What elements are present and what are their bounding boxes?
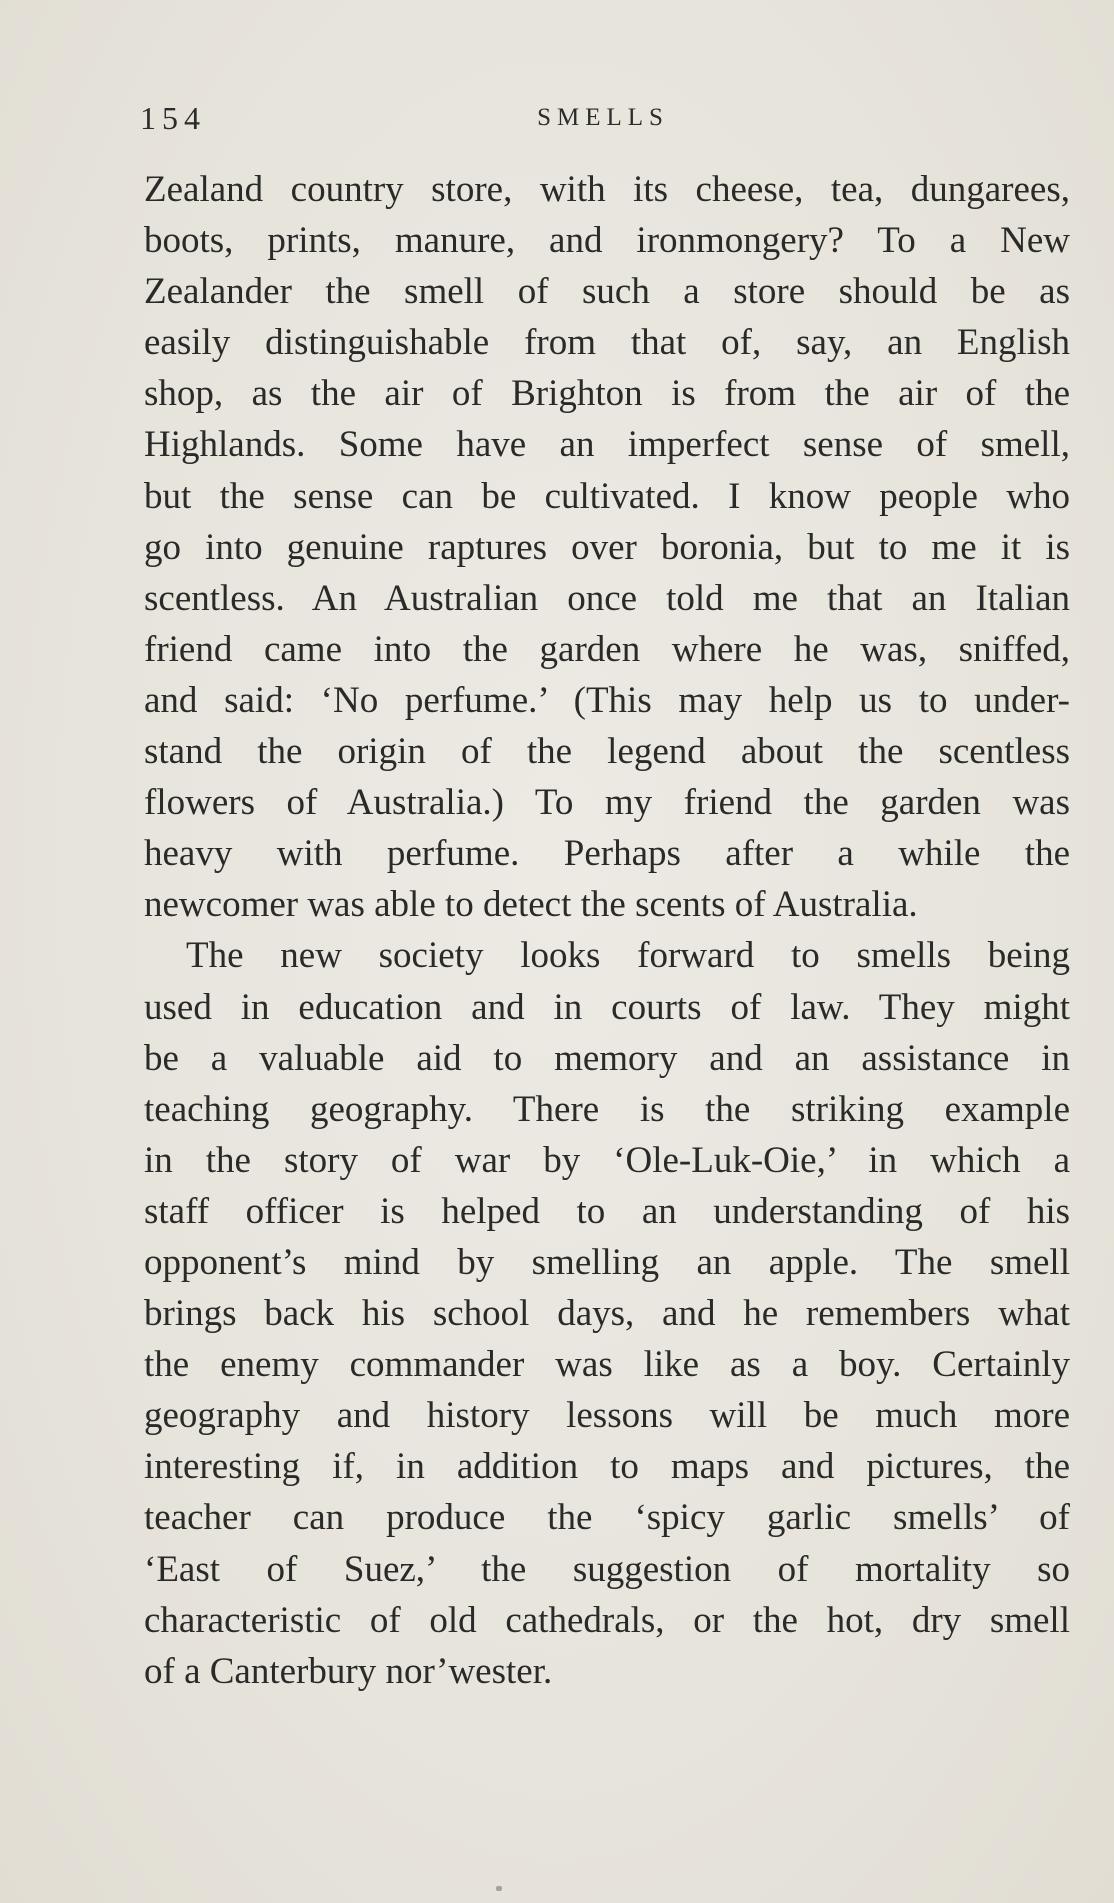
text-line: the enemy commander was like as a boy. Certainly	[144, 1344, 1070, 1386]
text-line: friend came into the garden where he was, sniffed,	[144, 628, 1070, 670]
text-line: go into genuine raptures over boronia, but to me it is	[144, 526, 1070, 568]
paper-speck	[496, 1886, 502, 1891]
body-text	[144, 164, 1070, 1697]
text-line: scentless. An Australian once told me that an Italian	[144, 577, 1070, 619]
paragraph-1	[144, 164, 1070, 930]
text-line: flowers of Australia.) To my friend the garden was	[144, 782, 1070, 824]
text-line: be a valuable aid to memory and an assistance in	[144, 1037, 1070, 1079]
text-line: shop, as the air of Brighton is from the air of the	[144, 373, 1070, 415]
text-line: Zealand country store, with its cheese, tea, dungarees,	[144, 169, 1070, 210]
text-line: characteristic of old cathedrals, or the hot, dry smell	[144, 1599, 1070, 1641]
text-line: easily distinguishable from that of, say, an English	[144, 322, 1070, 364]
text-line: stand the origin of the legend about the scentless	[144, 731, 1070, 773]
text-line: heavy with perfume. Perhaps after a while the	[144, 833, 1070, 875]
text-line: teaching geography. There is the striking example	[144, 1088, 1070, 1130]
text-line: of a Canterbury nor’wester.	[144, 1650, 553, 1692]
text-line: used in education and in courts of law. They might	[144, 986, 1070, 1028]
text-line: interesting if, in addition to maps and pictures, the	[144, 1446, 1070, 1488]
text-line: brings back his school days, and he remembers what	[144, 1293, 1070, 1335]
text-line: ‘East of Suez,’ the suggestion of mortality so	[144, 1548, 1070, 1590]
running-title: SMELLS	[537, 104, 669, 131]
text-line: staff officer is helped to an understanding of his	[144, 1190, 1070, 1232]
text-line: teacher can produce the ‘spicy garlic smells’ of	[144, 1497, 1070, 1539]
text-line: but the sense can be cultivated. I know people who	[144, 475, 1070, 517]
text-line: and said: ‘No perfume.’ (This may help us to under-	[144, 679, 1070, 721]
text-line: newcomer was able to detect the scents of Australia.	[144, 884, 918, 926]
text-line: The new society looks forward to smells being	[186, 935, 1070, 977]
text-line: in the story of war by ‘Ole-Luk-Oie,’ in which a	[144, 1139, 1070, 1181]
text-line: Highlands. Some have an imperfect sense of smell,	[144, 424, 1070, 466]
text-line: boots, prints, manure, and ironmongery? To a New	[144, 220, 1070, 262]
running-head	[140, 100, 1066, 140]
page-number: 154	[140, 100, 206, 136]
text-line: geography and history lessons will be much more	[144, 1395, 1070, 1437]
text-line: opponent’s mind by smelling an apple. The smell	[144, 1241, 1070, 1283]
paragraph-2	[144, 930, 1070, 1696]
text-line: Zealander the smell of such a store should be as	[144, 271, 1070, 313]
